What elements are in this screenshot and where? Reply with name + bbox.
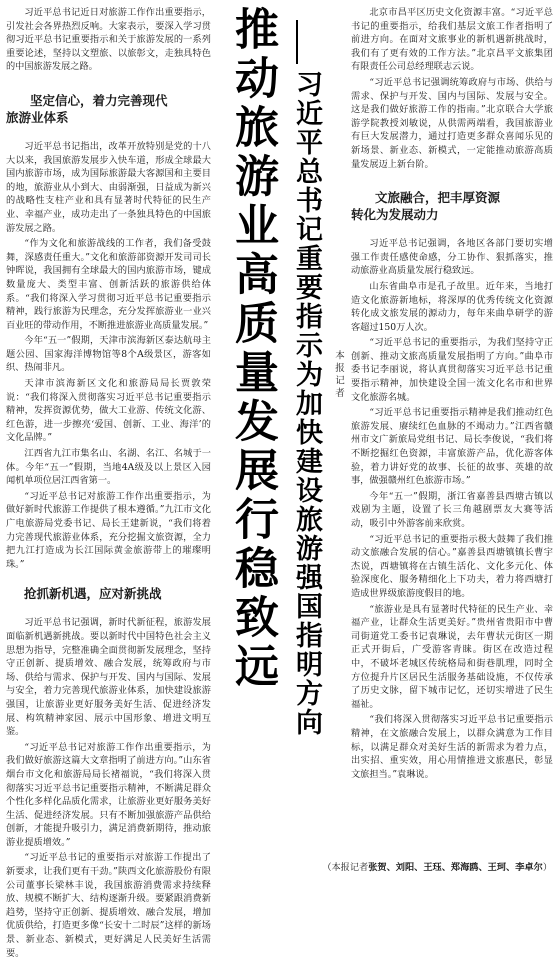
headline-dash — [294, 20, 300, 64]
section2-paragraph: “习近平总书记对旅游工作作出重要指示，为我们做好旅游这篇大文章指明了前进方向。”山东省烟台市文化和旅游局局长褚福说，“我们将深入贯彻落实习近平总书记重要指示精神，不断满足群众个性化多样化品质化需求，让旅游业更好服务美好生活、促进经济发展。只有不断加强旅游产品供给创新，才能提升吸引力，满足消费新期待，推动旅游业提质增效。” — [6, 741, 211, 848]
main-headline: 推动旅游业高质量发展行稳致远 — [227, 6, 278, 692]
section2-continued-paragraph: “习近平总书记强调统筹政府与市场、供给与需求、保护与开发、国内与国际、发展与安全。这是我们做好旅游工作的指南。”北京联合大学旅游学院教授刘敏说，从供需两端看，我国旅游业有巨大发展潜力，通过打造更多群众喜闻乐见的新场景、新业态、新模式，一定能推动旅游高质量发展迈上新台阶。 — [351, 76, 553, 170]
section2-heading: 抢抓新机遇，应对新挑战 — [24, 586, 162, 602]
section2-paragraph: 习近平总书记强调，新时代新征程，旅游发展面临新机遇新挑战。要以新时代中国特色社会主义思想为指导，完整准确全面贯彻新发展理念，坚持守正创新、提质增效、融合发展，统筹政府与市场、供给与需求、保护与开发、国内与国际、发展与安全，着力完善现代旅游业体系，加快建设旅游强国，让旅游业更好服务美好生活、促进经济发展、构筑精神家园、展示中国形象、增进文明互鉴。 — [6, 617, 211, 738]
section1-heading — [6, 92, 211, 126]
section1-heading-line2: 旅游业体系 — [6, 109, 69, 125]
section1-paragraph: “作为文化和旅游战线的工作者，我们备受鼓舞，深感责任重大。”文化和旅游部资源开发司司长钟晖说，我国拥有全球最大的国内旅游市场，键成数量庞大、类型丰富、创新活跃的旅游供给体系。“我们将深入学习贯彻习近平总书记重要指示精神，践行旅游为民理念，充分发挥旅游业一业兴百业旺的带动作用，不断推进旅游业高质量发展。” — [6, 238, 211, 331]
section3-paragraph: 今年“五一”假期，浙江省嘉善县西塘古镇以戏剧为主题，设置了长三角越剧票友大赛等活动，吸引中外游客前来欣赏。 — [351, 490, 553, 529]
section3-paragraph: 山东省曲阜市是孔子故里。近年来，当地打造文化旅游新地标，将深厚的优秀传统文化资源转化成文旅发展的源动力，每年来曲阜研学的游客超过150万人次。 — [351, 280, 553, 333]
left-article-column — [6, 6, 211, 959]
section1-heading-line1: 坚定信心，着力完善现代 — [30, 92, 168, 108]
section3-heading-line1: 文旅融合，把丰厚资源 — [375, 190, 501, 206]
section1-paragraph: 江西省九江市集名山、名湖、名江、名城于一体。今年“五一”假期，当地4A级及以上景区入园闻机单项位居江西省第一。 — [6, 448, 211, 487]
section3-heading — [351, 189, 553, 223]
right-article-column — [351, 6, 553, 862]
section1-paragraph: 天津市滨海新区文化和旅游局局长贾敦荣说：“我们将深入贯彻落实习近平总书记重要指示精神，发挥资源优势，做大工业游、传统文化游、红色游，进一步擦亮‘爱国、创新、工业、海洋’的文化品牌。” — [6, 378, 211, 444]
intro-paragraph: 习近平总书记近日对旅游工作作出重要指示，引发社会各界热烈反响。大家表示，要深入学习贯彻习近平总书记重要指示和关于旅游发展的一系列重要论述，坚持以文塑旅、以旅彰文，走独具特色的中国旅游发展之路。 — [6, 7, 211, 73]
byline-prefix: （本报记者 — [322, 862, 369, 873]
sub-headline: 习近平总书记重要指示为加快建设旅游强国指明方向 — [291, 70, 322, 737]
byline-names: 张贺、刘阳、王珏、郑海鸥、王珂、李卓尔 — [368, 862, 543, 873]
section2-paragraph: “习近平总书记的重要指示对旅游工作提出了新要求，让我们更有干劲。”陕西文化旅游股份有限公司董事长梁林丰说，我国旅游消费需求持续释放、规模不断扩大、结构逐渐升级。要紧跟消费新趋势，坚持守正创新、提质增效、融合发展，增加优质供给，打造更多像“长安十二时辰”这样的新场景、新业态、新模式，更好满足人民美好生活需要。 — [6, 852, 211, 959]
section3-paragraph: “习近平总书记重要指示精神是我们推动红色旅游发展、赓续红色血脉的不竭动力。”江西省赣州市文广新旅局党组书记、局长李俊说，“我们将不断挖掘红色资源，丰富旅游产品，优化游客体验，着力讲好党的故事、长征的故事、英雄的故事，做强赣州红色旅游市场。” — [351, 407, 553, 487]
section1-paragraph: “习近平总书记对旅游工作作出重要指示，为做好新时代旅游工作提供了根本遵循。”九江市文化广电旅游局党委书记、局长王建新说，“我们将着力完善现代旅游业体系，充分挖掘文旅资源，全力把九江打造成为长江国际黄金旅游带上的璀璨明珠。” — [6, 490, 211, 570]
section3-paragraph: “习近平总书记的重要指示极大鼓舞了我们推动文旅融合发展的信心。”嘉善县西塘镇镇长曹宇杰说，西塘镇将在古镇生活化、文化多元化、体验深度化、服务精细化上下功夫，着力将西塘打造成世界级旅游度假目的地。 — [351, 533, 553, 599]
section3-paragraph: “习近平总书记的重要指示，为我们坚持守正创新、推动文旅高质量发展指明了方向。”曲阜市委书记李丽说，将认真贯彻落实习近平总书记重要指示精神，加快建设全国一流文化名市和世界文化旅游名城。 — [351, 337, 553, 403]
section3-paragraph: “旅游业是具有显著时代特征的民生产业、幸福产业，让群众生活更美好。”贵州省贵阳市中曹司街道党工委书记袁琳说，去年曹状元街区一期正式开街后，广受游客青睐。街区在改造过程中，不破坏老城区传统格局和街巷肌理，同时全方位提升片区居民生活服务基础设施，不仅传承了历史文脉，留下城市记忆，还切实增进了民生福祉。 — [351, 603, 553, 710]
section1-paragraph: 习近平总书记指出，改革开放特别是党的十八大以来，我国旅游发展步入快车道，形成全球最大国内旅游市场，成为国际旅游最大客源国和主要目的地，旅游业从小到大、由弱渐强，日益成为新兴的战略性支柱产业和具有显著时代特征的民生产业、幸福产业，成功走出了一条独具特色的中国旅游发展之路。 — [6, 140, 211, 234]
section2-continued-paragraph: 北京市昌平区历史文化资源丰富。“习近平总书记的重要指示，给我们基层文旅工作者指明了前进方向。在面对文旅事业的新机遇新挑战时，我们有了更有效的工作方法。”北京昌平文旅集团有限责任公司总经理联志云说。 — [351, 7, 553, 73]
section3-heading-line2: 转化为发展动力 — [351, 207, 439, 223]
section1-paragraph: 今年“五一”假期，天津市滨海新区泰达航母主题公园、国家海洋博物馆等8个A级景区，游客如织、热闹非凡。 — [6, 335, 211, 374]
reporter-tag: 本报记者 — [333, 350, 344, 400]
byline-suffix: ） — [542, 862, 552, 873]
byline — [322, 859, 552, 873]
section3-paragraph: 习近平总书记强调，各地区各部门要切实增强工作责任感使命感，分工协作、狠抓落实，推动旅游业高质量发展行稳致远。 — [351, 238, 553, 277]
section3-paragraph: “我们将深入贯彻落实习近平总书记重要指示精神，在文旅融合发展上，以群众满意为工作目标，以满足群众对美好生活的新需求为着力点，出实招、重实效，用心用情推进文旅惠民，彰显文旅担当。”袁琳说。 — [351, 714, 553, 780]
